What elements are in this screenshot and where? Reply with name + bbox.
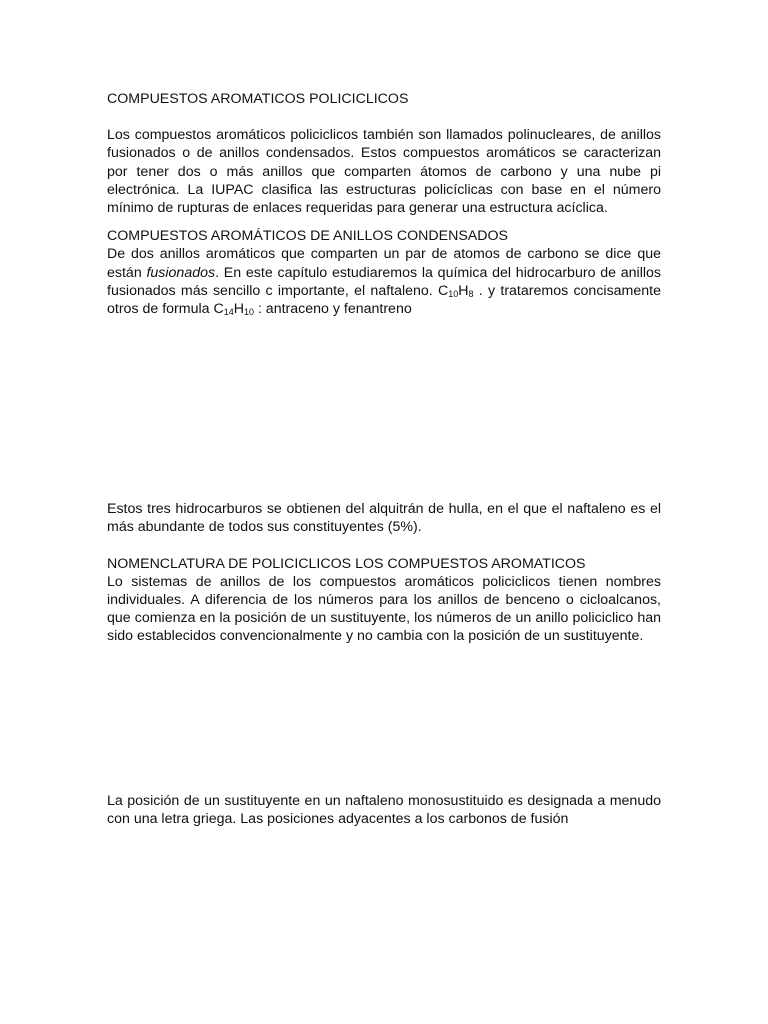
coal-tar-paragraph: Estos tres hidrocarburos se obtienen del alquitrán de hulla, en el que el naftaleno es el más abundante de todos sus constituyentes (5%).: [107, 501, 661, 536]
formula-element: H: [233, 301, 244, 318]
text-segment: . y trataremos concisamente otros de formula C: [107, 282, 661, 318]
formula-element: H: [458, 282, 469, 299]
document-title: COMPUESTOS AROMATICOS POLICICLICOS: [107, 91, 409, 107]
section-heading-nomenclature: NOMENCLATURA DE POLICICLICOS LOS COMPUESTOS AROMATICOS: [107, 555, 586, 572]
section-heading-condensed-rings: COMPUESTOS AROMÁTICOS DE ANILLOS CONDENSADOS: [107, 228, 509, 245]
condensed-rings-paragraph: [107, 245, 661, 318]
italic-term: fusionados: [146, 264, 216, 281]
blank-figure-space: [107, 318, 661, 500]
substituent-position-paragraph: La posición de un sustituyente en un naftaleno monosustituido es designada a menudo con una letra griega. Las posiciones adyacentes a los carbonos de fusión: [107, 792, 661, 827]
nomenclature-paragraph: Lo sistemas de anillos de los compuestos aromáticos policiclicos tienen nombres individuales. A diferencia de los números para los anillos de benceno o cicloalcanos, que comienza en la posición de un sustituyente, los números de un anillo policiclico han sido establecidos convencionalmente y no cambia con la posición de un sustituyente.: [107, 573, 661, 645]
formula-subscript: 14: [223, 307, 234, 318]
formula-subscript: 10: [243, 307, 254, 318]
text-segment: De dos anillos aromáticos que comparten un par de atomos de carbono se dice que están: [107, 246, 661, 281]
formula-subscript: 10: [448, 288, 459, 299]
document-page: [107, 90, 661, 828]
text-segment: : antraceno y fenantreno: [253, 301, 412, 318]
text-segment: . En este capítulo estudiaremos la química del hidrocarburo de anillos fusionados más sencillo c importante, el naftaleno. C: [107, 264, 661, 299]
blank-figure-space: [107, 646, 661, 792]
formula-subscript: 8: [468, 288, 474, 299]
intro-paragraph: Los compuestos aromáticos policiclicos también son llamados polinucleares, de anillos fusionados o de anillos condensados. Estos compuestos aromáticos se caracterizan por tener dos o más anillos que comparten átomos de carbono y una nube pi electrónica. La IUPAC clasifica las estructuras policíclicas con base en el número mínimo de rupturas de enlaces requeridas para generar una estructura acíclica.: [107, 127, 661, 217]
